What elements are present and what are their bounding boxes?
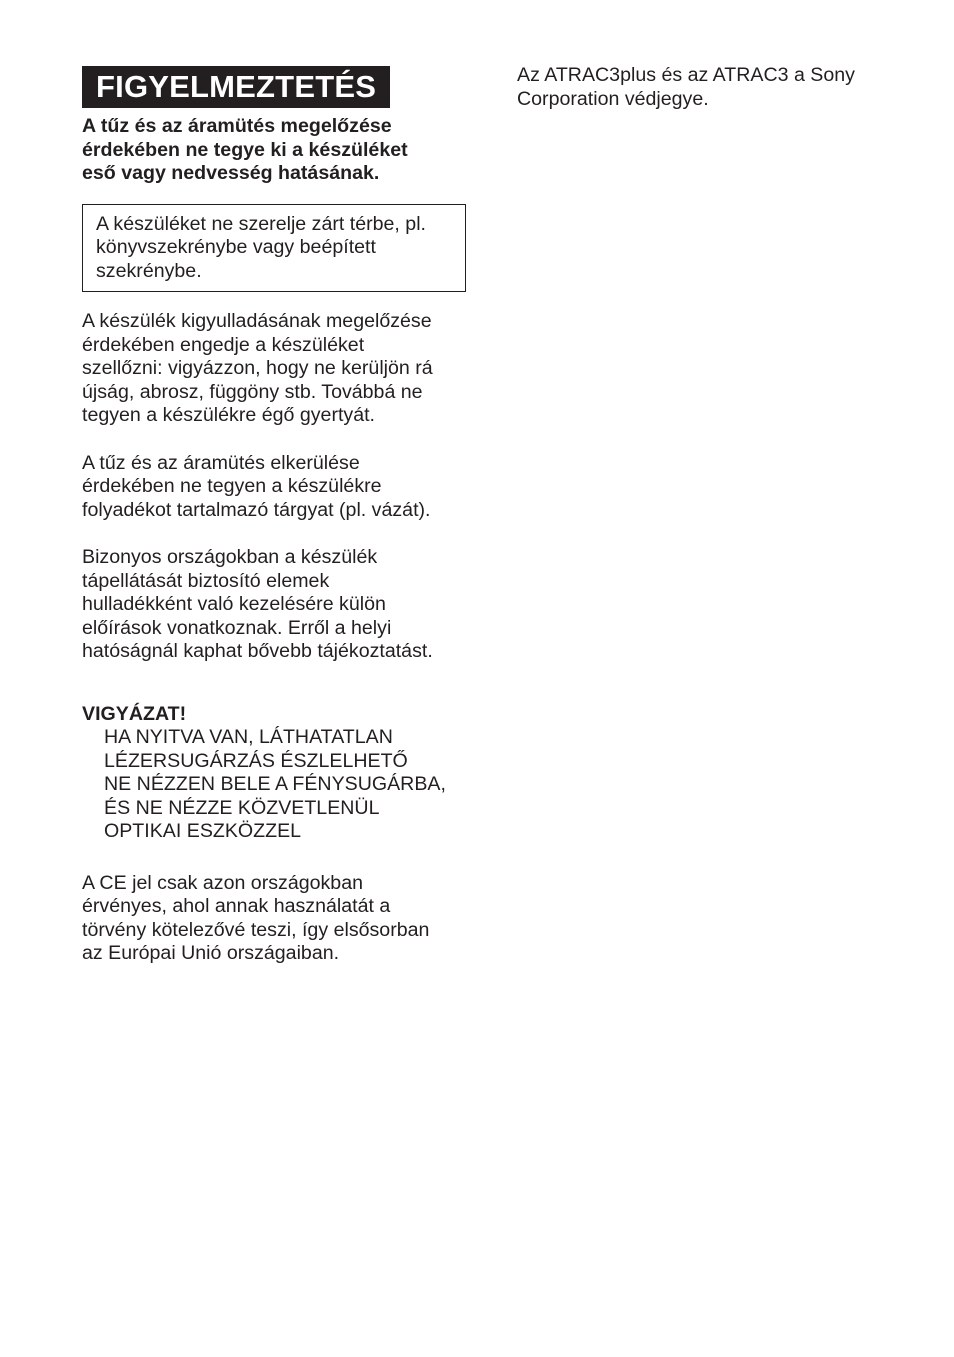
text-line: Corporation védjegye. bbox=[517, 87, 709, 110]
warning-intro bbox=[82, 115, 472, 186]
text-line: könyvszekrénybe vagy beépített bbox=[96, 236, 376, 258]
text-line: OPTIKAI ESZKÖZZEL bbox=[104, 820, 302, 842]
text-line: újság, abrosz, függöny stb. Továbbá ne bbox=[82, 380, 423, 403]
text-line: tápellátását biztosító elemek bbox=[82, 569, 330, 592]
warning-heading: FIGYELMEZTETÉS bbox=[82, 66, 390, 108]
ventilation-paragraph bbox=[82, 310, 472, 428]
text-line: folyadékot tartalmazó tárgyat (pl. vázát). bbox=[82, 498, 431, 521]
ce-mark-paragraph bbox=[82, 872, 472, 966]
liquid-paragraph bbox=[82, 452, 472, 523]
right-column bbox=[517, 64, 897, 111]
text-line: NE NÉZZEN BELE A FÉNYSUGÁRBA, bbox=[104, 773, 446, 795]
text-line: ÉS NE NÉZZE KÖZVETLENÜL bbox=[104, 796, 380, 819]
text-line: előírások vonatkoznak. Erről a helyi bbox=[82, 616, 392, 639]
trademark-notice bbox=[517, 64, 897, 111]
text-line: eső vagy nedvesség hatásának. bbox=[82, 162, 380, 184]
text-line: az Európai Unió országaiban. bbox=[82, 942, 340, 964]
text-line: HA NYITVA VAN, LÁTHATATLAN bbox=[104, 726, 393, 748]
text-line: érdekében ne tegyen a készülékre bbox=[82, 475, 382, 497]
text-line: Bizonyos országokban a készülék bbox=[82, 546, 378, 568]
text-line: A készülék kigyulladásának megelőzése bbox=[82, 310, 432, 332]
text-line: tegyen a készülékre égő gyertyát. bbox=[82, 404, 375, 426]
laser-caution-block bbox=[82, 726, 472, 844]
text-line: érdekében engedje a készüléket bbox=[82, 333, 365, 356]
text-line: szekrénybe. bbox=[96, 259, 202, 282]
battery-disposal-paragraph bbox=[82, 546, 472, 664]
text-line: A tűz és az áramütés elkerülése bbox=[82, 451, 360, 474]
text-line: A készüléket ne szerelje zárt térbe, pl. bbox=[96, 212, 426, 235]
caution-title: VIGYÁZAT! bbox=[82, 702, 187, 725]
text-line: érvényes, ahol annak használatát a bbox=[82, 895, 391, 917]
text-line: Az ATRAC3plus és az ATRAC3 a Sony bbox=[517, 64, 855, 86]
text-line: érdekében ne tegye ki a készüléket bbox=[82, 138, 408, 161]
text-line: A tűz és az áramütés megelőzése bbox=[82, 115, 392, 137]
text-line: hulladékként való kezelésére külön bbox=[82, 593, 386, 615]
text-line: LÉZERSUGÁRZÁS ÉSZLELHETŐ bbox=[104, 749, 408, 772]
text-line: törvény kötelezővé teszi, így elsősorban bbox=[82, 918, 430, 941]
text-line: A CE jel csak azon országokban bbox=[82, 871, 363, 894]
installation-notice-box bbox=[82, 204, 466, 293]
text-line: szellőzni: vigyázzon, hogy ne kerüljön rá bbox=[82, 357, 433, 379]
left-column bbox=[82, 66, 472, 966]
text-line: hatóságnál kaphat bővebb tájékoztatást. bbox=[82, 640, 433, 662]
